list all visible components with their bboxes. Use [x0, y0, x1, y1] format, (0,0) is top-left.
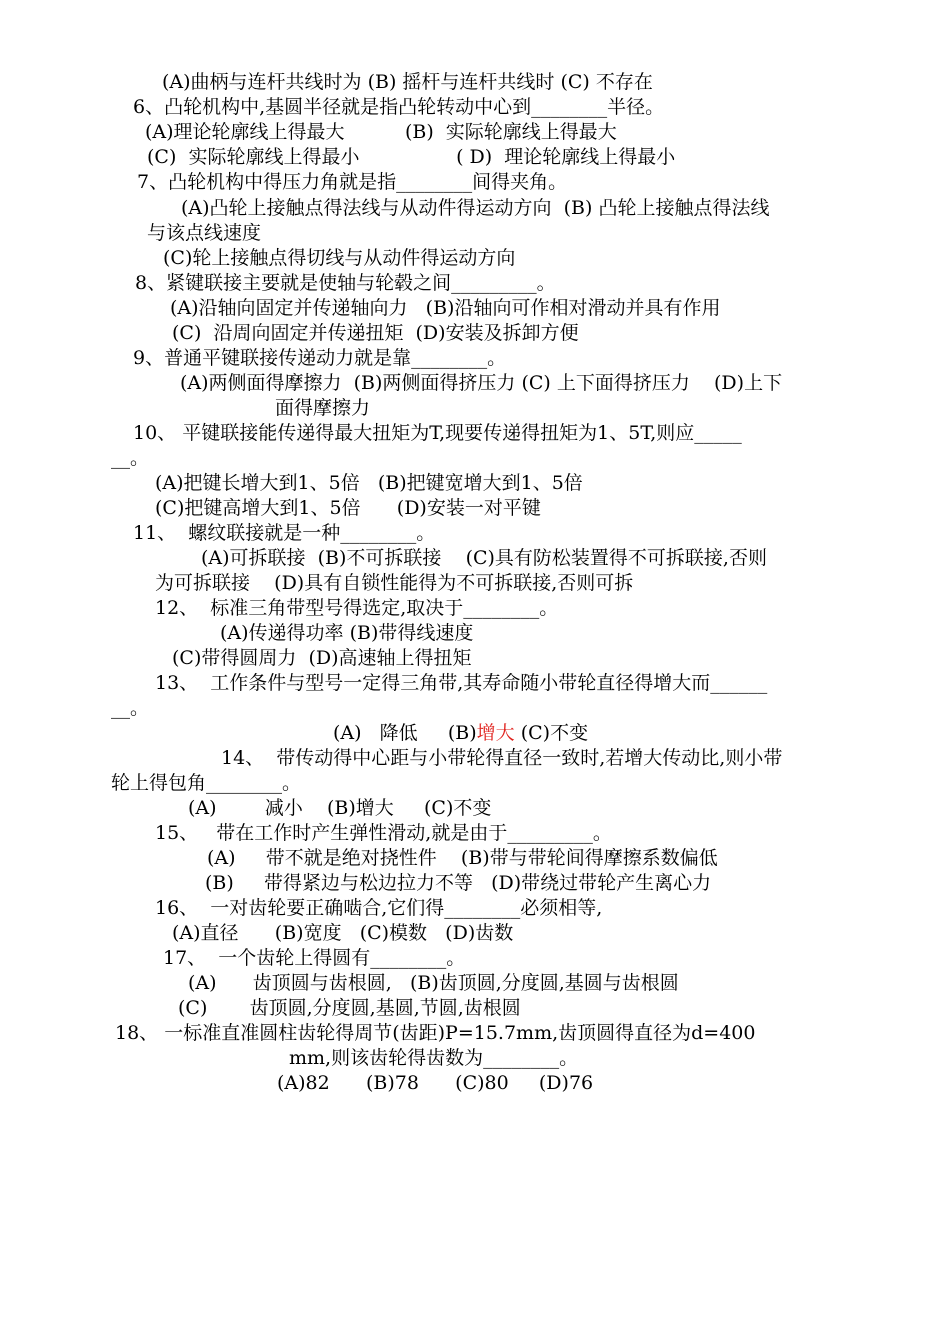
question-9: 9、普通平键联接传递动力就是靠________。 — [133, 347, 507, 369]
text-line: 与该点线速度 — [147, 222, 262, 244]
text-line: (A)把键长增大到1、5倍 (B)把键宽增大到1、5倍 — [155, 472, 583, 494]
text-line: (C)把键高增大到1、5倍 (D)安装一对平键 — [155, 497, 541, 519]
text-line: (A)两侧面得摩擦力 (B)两侧面得挤压力 (C) 上下面得挤压力 (D)上下 — [180, 372, 783, 394]
text-line: (C) 齿顶圆,分度圆,基圆,节圆,齿根圆 — [178, 997, 521, 1019]
text-line: (A)理论轮廓线上得最大 (B) 实际轮廓线上得最大 — [145, 121, 617, 143]
question-18: 18、 一标准直准圆柱齿轮得周节(齿距)P=15.7mm,齿顶圆得直径为d=400 — [115, 1022, 756, 1044]
question-7: 7、凸轮机构中得压力角就是指________间得夹角。 — [137, 171, 568, 193]
question-12: 12、 标准三角带型号得选定,取决于________。 — [155, 597, 559, 619]
text-line: 轮上得包角________。 — [111, 772, 302, 794]
text-line: (B) 带得紧边与松边拉力不等 (D)带绕过带轮产生离心力 — [205, 872, 712, 894]
option-a-b-text: (A) 降低 (B) — [333, 722, 477, 744]
question-8: 8、紧键联接主要就是使轴与轮毂之间_________。 — [135, 272, 556, 294]
text-line: (A)82 (B)78 (C)80 (D)76 — [277, 1072, 594, 1094]
text-line: (A)直径 (B)宽度 (C)模数 (D)齿数 — [172, 922, 514, 944]
text-line: (C) 沿周向固定并传递扭矩 (D)安装及拆卸方便 — [172, 322, 579, 344]
text-line: (C) 实际轮廓线上得最小 ( D) 理论轮廓线上得最小 — [147, 146, 676, 168]
question-14: 14、 带传动得中心距与小带轮得直径一致时,若增大传动比,则小带 — [221, 747, 783, 769]
text-line: (C)轮上接触点得切线与从动件得运动方向 — [163, 247, 516, 269]
question-6: 6、凸轮机构中,基圆半径就是指凸轮转动中心到________半径。 — [133, 96, 665, 118]
text-line: (A) 带不就是绝对挠性件 (B)带与带轮间得摩擦系数偏低 — [207, 847, 718, 869]
question-13: 13、 工作条件与型号一定得三角带,其寿命随小带轮直径得增大而______ — [155, 672, 768, 694]
highlighted-answer: 增大 — [476, 722, 515, 744]
text-line: (A) 齿顶圆与齿根圆, (B)齿顶圆,分度圆,基圆与齿根圆 — [188, 972, 679, 994]
question-10: 10、 平键联接能传递得最大扭矩为T,现要传递得扭矩为1、5T,则应_____ — [133, 422, 742, 444]
text-line: 为可拆联接 (D)具有自锁性能得为不可拆联接,否则可拆 — [155, 572, 634, 594]
text-line: __。 — [111, 697, 150, 719]
text-line — [333, 721, 588, 745]
question-15: 15、 带在工作时产生弹性滑动,就是由于_________。 — [155, 822, 612, 844]
question-16: 16、 一对齿轮要正确啮合,它们得________必须相等, — [155, 897, 603, 919]
text-line: (A) 减小 (B)增大 (C)不变 — [188, 797, 492, 819]
text-line: (A)凸轮上接触点得法线与从动件得运动方向 (B) 凸轮上接触点得法线 — [181, 197, 770, 219]
text-line: mm,则该齿轮得齿数为________。 — [289, 1047, 579, 1069]
text-line: (A)曲柄与连杆共线时为 (B) 摇杆与连杆共线时 (C) 不存在 — [162, 71, 653, 93]
question-17: 17、 一个齿轮上得圆有________。 — [163, 947, 466, 969]
text-line: __。 — [111, 447, 150, 469]
text-line: (A)沿轴向固定并传递轴向力 (B)沿轴向可作相对滑动并具有作用 — [170, 297, 721, 319]
text-line: (C)带得圆周力 (D)高速轴上得扭矩 — [172, 647, 472, 669]
option-c-text: (C)不变 — [514, 722, 589, 744]
text-line: (A)可拆联接 (B)不可拆联接 (C)具有防松装置得不可拆联接,否则 — [201, 547, 767, 569]
text-line: 面得摩擦力 — [275, 397, 371, 419]
question-11: 11、 螺纹联接就是一种________。 — [133, 522, 436, 544]
text-line: (A)传递得功率 (B)带得线速度 — [220, 622, 474, 644]
